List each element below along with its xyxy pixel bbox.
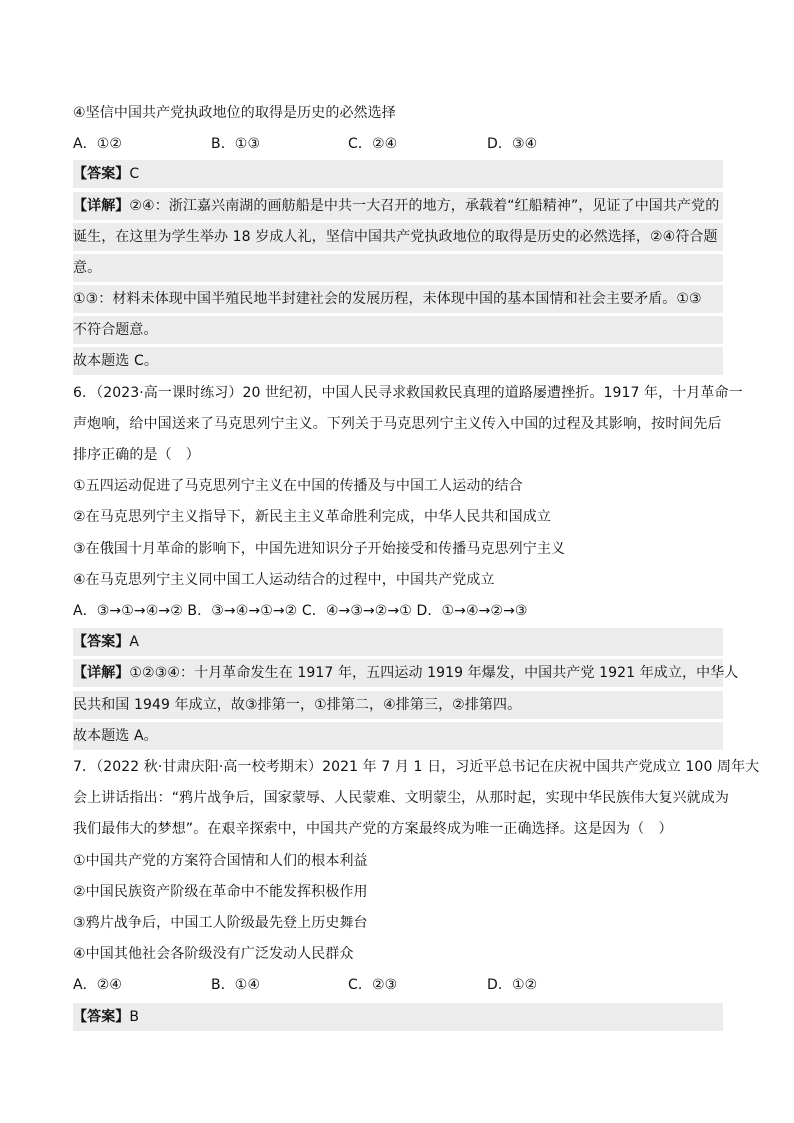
q7-option-a: A．②④ — [73, 977, 123, 993]
q6-detail-line-1 — [73, 659, 739, 687]
q6-options: A．③→①→④→② B．③→④→①→② C．④→③→②→① D．①→④→②→③ — [73, 603, 528, 619]
q6-detail-line-2: 民共和国 1949 年成立，故③排第一，①排第二，④排第三，②排第四。 — [73, 691, 723, 719]
q6-stem-line-2: 声炮响，给中国送来了马克思列宁主义。下列关于马克思列宁主义传入中国的过程及其影响，按时间先后 — [73, 416, 722, 432]
q5-detail-line-4: ①③：材料未体现中国半殖民地半封建社会的发展历程，未体现中国的基本国情和社会主要矛盾。①③ — [73, 285, 723, 313]
q7-statement-4: ④中国其他社会各阶级没有广泛发动人民群众 — [73, 946, 354, 962]
q6-stem-line-1: 6．（2023·高一课时练习）20 世纪初，中国人民寻求救国救民真理的道路屡遭挫折。1917 年，十月革命一 — [73, 385, 743, 401]
q6-stem-line-3: 排序正确的是（ ） — [73, 447, 200, 463]
q5-statement-4: ④坚信中国共产党执政地位的取得是历史的必然选择 — [73, 105, 396, 121]
detail-label: 【详解】 — [73, 665, 130, 681]
q5-conclusion: 故本题选 C。 — [73, 347, 723, 375]
q7-option-c: C．②③ — [348, 977, 398, 993]
q5-detail-line-3: 意。 — [73, 254, 723, 282]
q6-statement-2: ②在马克思列宁主义指导下，新民主主义革命胜利完成，中华人民共和国成立 — [73, 509, 551, 525]
q5-detail-line-5: 不符合题意。 — [73, 316, 723, 344]
q5-options — [73, 130, 723, 158]
q6-statement-4: ④在马克思列宁主义同中国工人运动结合的过程中，中国共产党成立 — [73, 572, 495, 588]
q7-options — [73, 971, 723, 999]
answer-label: 【答案】 — [73, 1009, 130, 1025]
q7-stem-line-2: 会上讲话指出：“鸦片战争后，国家蒙辱、人民蒙难、文明蒙尘，从那时起，实现中华民族伟大复兴就成为 — [73, 790, 729, 806]
q5-option-c: C．②④ — [348, 136, 398, 152]
answer-label: 【答案】 — [73, 634, 130, 650]
q7-option-b: B．①④ — [211, 977, 261, 993]
q5-option-b: B．①③ — [211, 136, 261, 152]
q5-detail-line-1 — [73, 192, 723, 220]
q6-statement-3: ③在俄国十月革命的影响下，中国先进知识分子开始接受和传播马克思列宁主义 — [73, 541, 566, 557]
detail-text: ①②③④：十月革命发生在 1917 年，五四运动 1919 年爆发，中国共产党 1921 年成立，中华人 — [129, 665, 739, 681]
q7-answer — [73, 1003, 723, 1031]
q6-conclusion: 故本题选 A。 — [73, 722, 723, 750]
answer-label: 【答案】 — [73, 166, 130, 182]
q7-stem-line-3: 我们最伟大的梦想”。在艰辛探索中，中国共产党的方案最终成为唯一正确选择。这是因为（ ） — [73, 821, 673, 837]
q7-statement-3: ③鸦片战争后，中国工人阶级最先登上历史舞台 — [73, 915, 368, 931]
q7-stem-line-1: 7．（2022 秋·甘肃庆阳·高一校考期末）2021 年 7 月 1 日，习近平总书记在庆祝中国共产党成立 100 周年大 — [73, 759, 760, 775]
q5-answer — [73, 160, 723, 188]
answer-value: C — [129, 166, 140, 182]
q7-statement-2: ②中国民族资产阶级在革命中不能发挥积极作用 — [73, 884, 368, 900]
answer-value: A — [129, 634, 140, 650]
q5-detail-line-2: 诞生，在这里为学生举办 18 岁成人礼，坚信中国共产党执政地位的取得是历史的必然选择，②④符合题 — [73, 223, 723, 251]
q6-statement-1: ①五四运动促进了马克思列宁主义在中国的传播及与中国工人运动的结合 — [73, 478, 523, 494]
q7-statement-1: ①中国共产党的方案符合国情和人们的根本利益 — [73, 853, 368, 869]
q7-option-d: D．①② — [487, 977, 538, 993]
q6-answer — [73, 628, 723, 656]
answer-value: B — [129, 1009, 140, 1025]
q5-option-a: A．①② — [73, 136, 123, 152]
detail-text: ②④：浙江嘉兴南湖的画舫船是中共一大召开的地方，承载着“红船精神”，见证了中国共产党的 — [129, 198, 720, 214]
q5-option-d: D．③④ — [487, 136, 538, 152]
detail-label: 【详解】 — [73, 198, 130, 214]
